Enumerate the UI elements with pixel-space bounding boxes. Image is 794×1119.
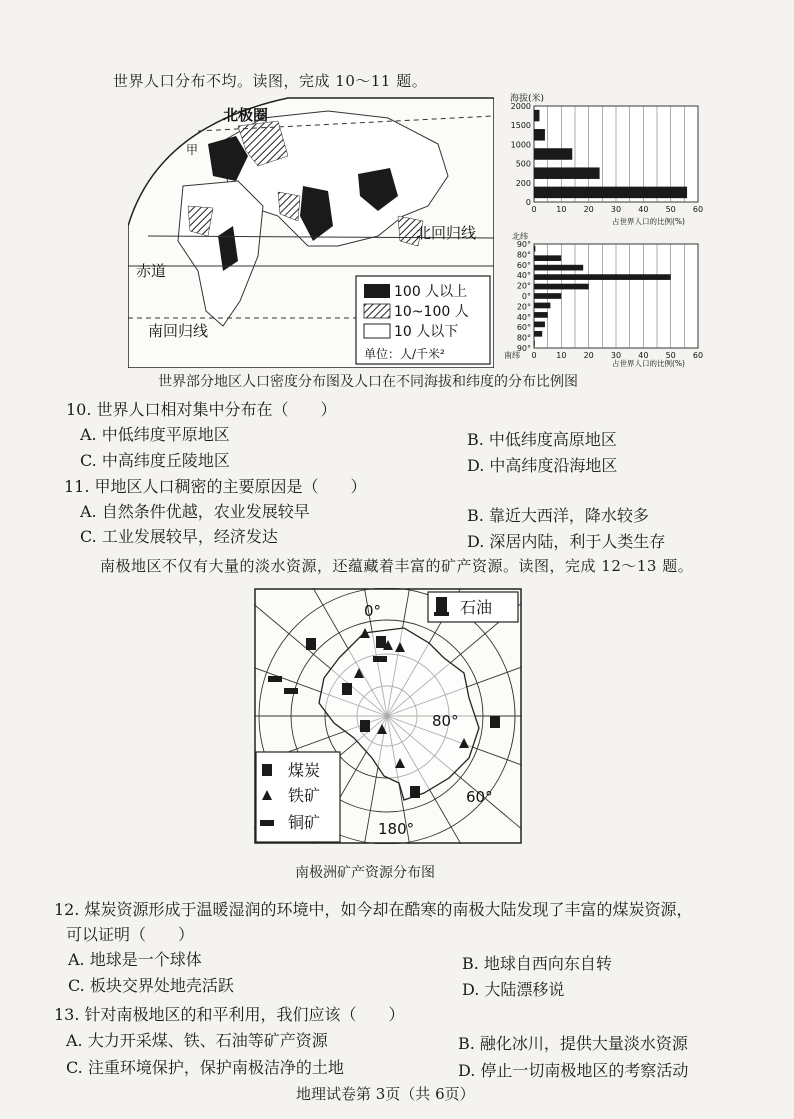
label-tropic-of-capricorn: 南回归线 bbox=[148, 322, 209, 340]
question-10-option-c[interactable]: C. 中高纬度丘陵地区 bbox=[80, 451, 230, 470]
lat-ytick-6: 20° bbox=[516, 302, 531, 312]
lat-ytick-9: 80° bbox=[516, 333, 531, 343]
alt-ytick-5: 0 bbox=[525, 198, 531, 207]
coal-legend-label: 煤炭 bbox=[288, 761, 321, 780]
altitude-y-label: 海拔(米) bbox=[510, 94, 545, 104]
label-tropic-of-cancer: 北回归线 bbox=[416, 224, 477, 242]
question-10-option-a[interactable]: A. 中低纬度平原地区 bbox=[80, 425, 230, 444]
alt-bar-2 bbox=[534, 148, 572, 160]
lat-ytick-10: 90° bbox=[516, 344, 531, 353]
lat-xtick-3: 30 bbox=[610, 351, 622, 360]
antarctica-mineral-map bbox=[254, 588, 522, 844]
alt-bar-4 bbox=[534, 187, 687, 199]
lat-bar-10 bbox=[534, 340, 535, 346]
label-jia: 甲 bbox=[186, 143, 199, 157]
lat-xtick-2: 20 bbox=[583, 351, 594, 360]
lat-bar-6 bbox=[534, 303, 550, 309]
lat-ytick-5: 0° bbox=[521, 292, 531, 301]
alt-bar-0 bbox=[534, 110, 539, 122]
coal-legend-symbol bbox=[262, 764, 272, 776]
question-12-option-d[interactable]: D. 大陆漂移说 bbox=[462, 980, 565, 999]
lat-ytick-3: 40° bbox=[516, 271, 531, 281]
question-13-stem: 13. 针对南极地区的和平利用，我们应该（ ） bbox=[54, 1005, 405, 1024]
alt-xtick-5: 50 bbox=[665, 205, 676, 214]
alt-ytick-4: 200 bbox=[515, 178, 531, 188]
question-12-stem-line1: 12. 煤炭资源形成于温暖湿润的环境中，如今却在酷寒的南极大陆发现了丰富的煤炭资源， bbox=[54, 900, 693, 919]
alt-xtick-2: 20 bbox=[583, 205, 594, 214]
legend-label-low: 10 人以下 bbox=[394, 324, 459, 340]
page-footer: 地理试卷第 3页（共 6页） bbox=[296, 1085, 475, 1103]
legend-swatch-low bbox=[364, 324, 390, 338]
question-12-option-a[interactable]: A. 地球是一个球体 bbox=[68, 950, 202, 969]
lat-bar-7 bbox=[534, 312, 548, 318]
alt-bar-1 bbox=[534, 129, 545, 141]
legend-label-mid: 10~100 人 bbox=[394, 304, 469, 320]
question-11-option-b[interactable]: B. 靠近大西洋，降水较多 bbox=[467, 506, 649, 525]
lat-bar-8 bbox=[534, 322, 545, 328]
question-12-option-b[interactable]: B. 地球自西向东自转 bbox=[462, 954, 612, 973]
question-13-option-a[interactable]: A. 大力开采煤、铁、石油等矿产资源 bbox=[66, 1031, 328, 1050]
alt-xtick-1: 10 bbox=[556, 205, 567, 214]
lat-bar-1 bbox=[534, 255, 561, 261]
map1-legend bbox=[356, 276, 490, 364]
question-10-option-d[interactable]: D. 中高纬度沿海地区 bbox=[467, 456, 618, 475]
alt-xtick-3: 30 bbox=[610, 205, 622, 214]
label-0-deg: 0° bbox=[364, 602, 382, 620]
alt-ytick-0: 2000 bbox=[510, 102, 531, 111]
alt-xtick-6: 60 bbox=[692, 205, 704, 214]
lat-xtick-5: 50 bbox=[665, 351, 676, 360]
lat-ytick-7: 40° bbox=[516, 312, 531, 322]
lat-ytick-4: 20° bbox=[516, 281, 531, 291]
lat-ytick-0: 90° bbox=[516, 240, 531, 249]
lat-bar-4 bbox=[534, 284, 589, 290]
question-13-option-b[interactable]: B. 融化冰川，提供大量淡水资源 bbox=[458, 1034, 688, 1053]
question-11-option-a[interactable]: A. 自然条件优越，农业发展较早 bbox=[80, 502, 310, 521]
lat-xtick-0: 0 bbox=[531, 351, 537, 360]
intro-12-13: 南极地区不仅有大量的淡水资源，还蕴藏着丰富的矿产资源。读图，完成 12～13 题。 bbox=[100, 557, 694, 575]
label-arctic-circle: 北极圈 bbox=[223, 106, 269, 124]
question-10-option-b[interactable]: B. 中低纬度高原地区 bbox=[467, 430, 617, 449]
question-11-option-c[interactable]: C. 工业发展较早，经济发达 bbox=[80, 527, 278, 546]
oil-legend bbox=[428, 592, 518, 622]
legend-swatch-high bbox=[364, 284, 390, 298]
intro-10-11: 世界人口分布不均。读图，完成 10～11 题。 bbox=[113, 72, 428, 90]
latitude-bottom-label: 南纬 bbox=[504, 351, 520, 360]
label-180-deg: 180° bbox=[378, 820, 415, 838]
lat-bar-2 bbox=[534, 265, 583, 271]
question-12-stem-line2: 可以证明（ ） bbox=[66, 925, 195, 944]
world-population-density-map bbox=[128, 96, 494, 368]
alt-xtick-4: 40 bbox=[638, 205, 649, 214]
alt-xtick-0: 0 bbox=[531, 205, 537, 214]
map1-caption: 世界部分地区人口密度分布图及人口在不同海拔和纬度的分布比例图 bbox=[158, 374, 578, 390]
altitude-population-chart bbox=[500, 90, 710, 230]
label-equator: 赤道 bbox=[136, 262, 167, 280]
latitude-top-label: 北纬 bbox=[512, 232, 528, 241]
alt-ytick-2: 1000 bbox=[510, 140, 531, 150]
map2-caption: 南极洲矿产资源分布图 bbox=[295, 865, 435, 881]
question-13-option-c[interactable]: C. 注重环境保护，保护南极洁净的土地 bbox=[66, 1058, 344, 1077]
latitude-x-label: 占世界人口的比例(%) bbox=[612, 359, 685, 368]
latitude-population-chart bbox=[500, 230, 710, 370]
mineral-legend bbox=[256, 752, 340, 842]
oil-legend-label: 石油 bbox=[460, 598, 493, 617]
alt-ytick-1: 1500 bbox=[510, 121, 531, 131]
label-60-deg: 60° bbox=[466, 788, 493, 806]
question-10-stem: 10. 世界人口相对集中分布在（ ） bbox=[66, 400, 337, 419]
copper-legend-label: 铜矿 bbox=[288, 813, 321, 832]
question-13-option-d[interactable]: D. 停止一切南极地区的考察活动 bbox=[458, 1061, 689, 1080]
alt-bar-3 bbox=[534, 167, 600, 179]
alt-ytick-3: 500 bbox=[515, 159, 531, 169]
lat-xtick-1: 10 bbox=[556, 351, 567, 360]
legend-label-high: 100 人以上 bbox=[394, 284, 468, 300]
lat-bar-9 bbox=[534, 331, 542, 337]
lat-bar-3 bbox=[534, 274, 671, 280]
lat-ytick-1: 80° bbox=[516, 250, 531, 260]
lat-ytick-8: 60° bbox=[516, 323, 531, 333]
question-12-option-c[interactable]: C. 板块交界处地壳活跃 bbox=[68, 976, 234, 995]
legend-swatch-mid bbox=[364, 304, 390, 318]
altitude-x-label: 占世界人口的比例(%) bbox=[612, 217, 685, 226]
lat-bar-5 bbox=[534, 293, 561, 299]
question-11-option-d[interactable]: D. 深居内陆，利于人类生存 bbox=[467, 532, 666, 551]
label-80-deg: 80° bbox=[432, 712, 459, 730]
lat-bar-0 bbox=[534, 246, 535, 252]
legend-unit: 单位：人/千米² bbox=[364, 347, 445, 361]
iron-legend-label: 铁矿 bbox=[288, 786, 321, 805]
question-11-stem: 11. 甲地区人口稠密的主要原因是（ ） bbox=[64, 477, 367, 496]
lat-xtick-6: 60 bbox=[692, 351, 704, 360]
copper-legend-symbol bbox=[260, 820, 274, 826]
lat-ytick-2: 60° bbox=[516, 260, 531, 270]
lat-xtick-4: 40 bbox=[638, 351, 649, 360]
